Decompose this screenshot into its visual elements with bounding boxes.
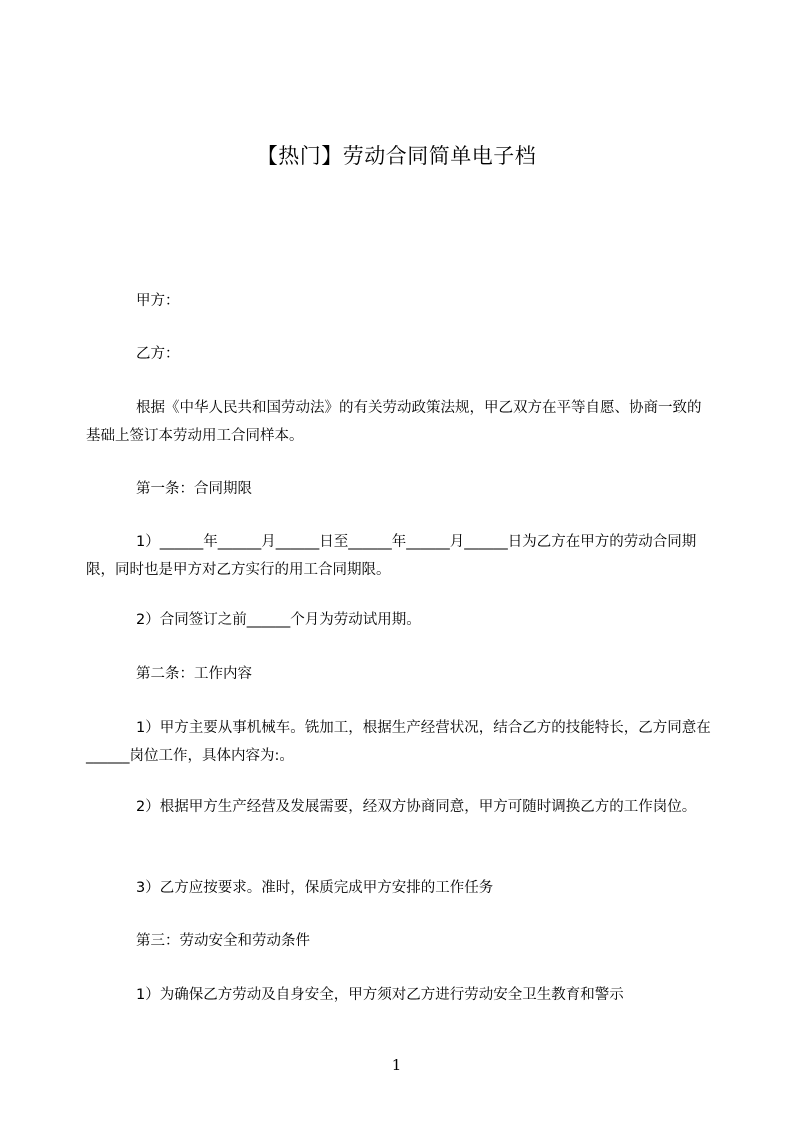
party-b-line: 乙方：: [136, 346, 180, 362]
document-title: 【热门】劳动合同简单电子档: [256, 144, 537, 168]
article-3-heading: 第三：劳动安全和劳动条件: [136, 933, 310, 949]
article-1-heading: 第一条：合同期限: [136, 481, 252, 497]
article-2-clause-3: 3）乙方应按要求。准时，保质完成甲方安排的工作任务: [136, 880, 494, 896]
article-2-clause-2: 2）根据甲方生产经营及发展需要，经双方协商同意，甲方可随时调换乙方的工作岗位。: [136, 799, 697, 815]
article-1-clause-2: 2）合同签订之前______个月为劳动试用期。: [136, 612, 421, 628]
article-3-clause-1: 1）为确保乙方劳动及自身安全，甲方须对乙方进行劳动安全卫生教育和警示: [136, 987, 624, 1003]
page-number: 1: [391, 1056, 402, 1074]
article-2-clause-1: 1）甲方主要从事机械车。铣加工，根据生产经营状况，结合乙方的技能特长，乙方同意在______岗位工作，具体内容为:。: [86, 720, 711, 764]
party-a-line: 甲方：: [136, 293, 180, 309]
preamble-paragraph: 根据《中华人民共和国劳动法》的有关劳动政策法规，甲乙双方在平等自愿、协商一致的基础上签订本劳动用工合同样本。: [86, 400, 702, 444]
article-1-clause-1: 1）______年______月______日至______年______月______日为乙方在甲方的劳动合同期限，同时也是甲方对乙方实行的用工合同期限。: [86, 534, 697, 578]
article-2-heading: 第二条：工作内容: [136, 666, 252, 682]
